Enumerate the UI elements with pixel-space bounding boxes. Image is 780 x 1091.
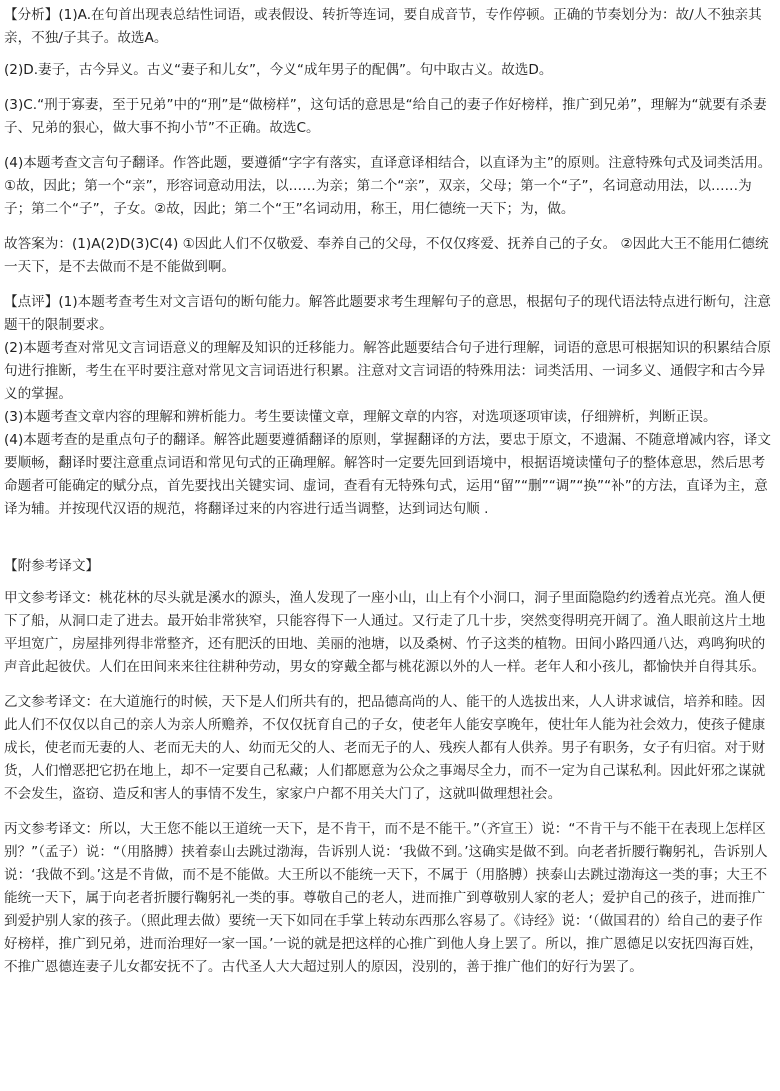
analysis-point-4: (4)本题考查文言句子翻译。作答此题，要遵循“字字有落实，直译意译相结合，以直译为主”的原则。注意特殊句式及词类活用。①故，因此；第一个“亲”，形容词意动用法，以……为亲；第二个“亲”，双亲，父母；第一个“子”，名词意动用法，以……为子；第二个“子”，子女。②故，因此；第二个“王”名词动用，称王，用仁德统一天下；为，做。 [4,155,772,217]
comment-point-4: (4)本题考查的是重点句子的翻译。解答此题要遵循翻译的原则，掌握翻译的方法，要忠于原文，不遗漏、不随意增减内容，译文要顺畅，翻译时要注意重点词语和常见句式的正确理解。解答时一定要先回到语境中，根据语境读懂句子的整体意思，然后思考命题者可能确定的赋分点，首先要找出关键实词、虚词，查看有无特殊句式，运用“留”“删”“调”“换”“补”的方法，直译为主，意译为辅。并按现代汉语的规范，将翻译过来的内容进行适当调整，达到词达句顺 . [4,432,771,517]
reference-heading: 【附参考译文】 [4,558,100,574]
translation-yi: 乙文参考译文：在大道施行的时候，天下是人们所共有的，把品德高尚的人、能干的人选拔出来，人人讲求诚信，培养和睦。因此人们不仅仅以自己的亲人为亲人所赡养，不仅仅抚育自己的子女，使老年人能安享晚年，使壮年人能为社会效力，使孩子健康成长，使老而无妻的人、老而无夫的人、幼而无父的人、老而无子的人、残疾人都有人供养。男子有职务，女子有归宿。对于财货，人们憎恶把它扔在地上，却不一定要自己私藏；人们都愿意为公众之事竭尽全力，而不一定为自己谋私利。因此奸邪之谋就不会发生，盗窃、造反和害人的事情不发生，家家户户都不用关大门了，这就叫做理想社会。 [4,694,766,802]
comment-point-2: (2)本题考查对常见文言词语意义的理解及知识的迁移能力。解答此题要结合句子进行理解，词语的意思可根据知识的积累结合原句进行推断，考生在平时要注意对常见文言词语进行积累。注意对文言词语的特殊用法：词类活用、一词多义、通假字和古今异义的掌握。 [4,340,771,402]
translation-bing: 丙文参考译文：所以，大王您不能以王道统一天下，是不肯干，而不是不能干。”（齐宣王）说：“不肯干与不能干在表现上怎样区别？”（孟子）说：“（用胳膊）挟着泰山去跳过渤海，告诉别人说：‘我做不到。’这确实是做不到。向老者折腰行鞠躬礼，告诉别人说：‘我做不到。’这是不肯做，而不是不能做。大王所以不能统一天下，不属于（用胳膊）挟泰山去跳过渤海这一类的事；大王不能统一天下，属于向老者折腰行鞠躬礼一类的事。尊敬自己的老人，进而推广到尊敬别人家的老人；爱护自己的孩子，进而推广到爱护别人家的孩子。（照此理去做）要统一天下如同在手掌上转动东西那么容易了。《诗经》说：‘（做国君的）给自己的妻子作好榜样，推广到兄弟，进而治理好一家一国。’一说的就是把这样的心推广到他人身上罢了。所以，推广恩德足以安抚四海百姓，不推广恩德连妻子儿女都安抚不了。古代圣人大大超过别人的原因，没别的，善于推广他们的好行为罢了。 [4,821,768,975]
translation-jia: 甲文参考译文：桃花林的尽头就是溪水的源头，渔人发现了一座小山，山上有个小洞口，洞子里面隐隐约约透着点光亮。渔人便下了船，从洞口走了进去。最开始非常狭窄，只能容得下一人通过。又行走了几十步，突然变得明亮开阔了。渔人眼前这片土地平坦宽广，房屋排列得非常整齐，还有肥沃的田地、美丽的池塘，以及桑树、竹子这类的植物。田间小路四通八达，鸡鸣狗吠的声音此起彼伏。人们在田间来来往往耕种劳动，男女的穿戴全都与桃花源以外的人一样。老年人和小孩儿，都愉快并自得其乐。 [4,590,766,675]
reference-translation-section [4,555,776,979]
comment-point-1: 【点评】(1)本题考查考生对文言语句的断句能力。解答此题要求考生理解句子的意思，根据句子的现代语法特点进行断句，注意题干的限制要求。 [4,294,771,333]
comment-point-3: (3)本题考查文章内容的理解和辨析能力。考生要读懂文章，理解文章的内容，对选项逐项审读，仔细辨析，判断正误。 [4,409,717,425]
section-gap [4,521,776,555]
analysis-point-3: (3)C.“刑于寡妻，至于兄弟”中的“刑”是“做榜样”，这句话的意思是“给自己的妻子作好榜样，推广到兄弟”，理解为“就要有杀妻子、兄弟的狠心，做大事不拘小节”不正确。故选C。 [4,97,767,136]
analysis-section [4,4,776,279]
comment-section [4,291,776,521]
answer-summary: 故答案为：(1)A(2)D(3)C(4) ①因此人们不仅敬爱、奉养自己的父母，不仅仅疼爱、抚养自己的子女。 ②因此大王不能用仁德统一天下，是不去做而不是不能做到啊。 [4,236,769,275]
analysis-point-2: (2)D.妻子，古今异义。古义“妻子和儿女”，今义“成年男子的配偶”。句中取古义。故选D。 [4,62,553,78]
analysis-point-1: 【分析】(1)A.在句首出现表总结性词语，或表假设、转折等连词，要自成音节，专作停顿。正确的节奏划分为：故/人不独亲其亲，不独/子其子。故选A。 [4,7,762,46]
